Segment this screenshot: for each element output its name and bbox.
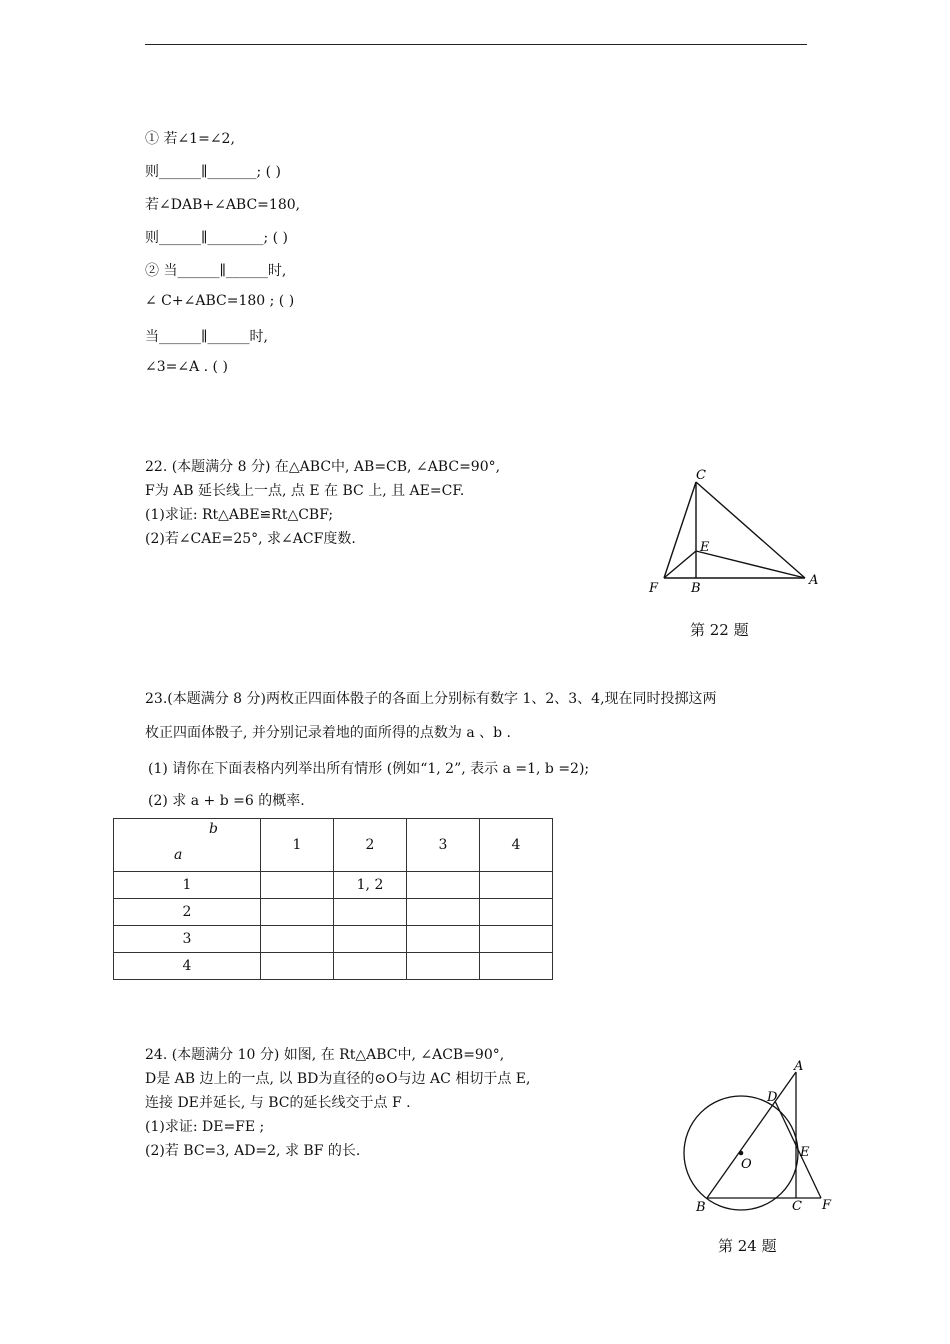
table-cell [480, 899, 553, 926]
q23-line: (2) 求 a + b =6 的概率. [148, 793, 305, 809]
table-cell [407, 953, 480, 980]
q21-line: 则______∥_______; ( ) [145, 164, 282, 180]
table-cell [407, 872, 480, 899]
q22-line: F为 AB 延长线上一点, 点 E 在 BC 上, 且 AE=CF. [145, 483, 465, 499]
q21-line: 当______∥______时, [145, 329, 268, 345]
label-a: A [794, 1059, 804, 1074]
q24-line: 连接 DE并延长, 与 BC的延长线交于点 F . [145, 1095, 411, 1111]
table-cell [261, 899, 334, 926]
label-c: C [696, 468, 706, 483]
label-b: B [691, 581, 701, 596]
q24-text [145, 1043, 530, 1163]
label-e: E [800, 1145, 810, 1160]
q24-caption: 第 24 题 [718, 1237, 777, 1255]
table-cell [334, 926, 407, 953]
label-d: D [767, 1090, 778, 1105]
q24-line: (2)若 BC=3, AD=2, 求 BF 的长. [145, 1143, 361, 1159]
table-cell [334, 953, 407, 980]
segment-df [775, 1101, 821, 1198]
segment-ba [707, 1072, 796, 1198]
dice-outcome-table [113, 818, 553, 980]
segment-ca [696, 482, 805, 578]
table-cell [480, 953, 553, 980]
table-cell: 1, 2 [334, 872, 407, 899]
label-e: E [700, 540, 710, 555]
q21-line: ∠ C+∠ABC=180 ; ( ) [145, 293, 295, 309]
q22-caption: 第 22 题 [690, 621, 749, 639]
table-cell [407, 899, 480, 926]
header-b: b [209, 821, 218, 837]
table-row [114, 926, 553, 953]
table-cell [480, 926, 553, 953]
q21-line: ② 当______∥______时, [145, 263, 287, 279]
q22-line: 22. (本题满分 8 分) 在△ABC中, AB=CB, ∠ABC=90°, [145, 459, 501, 475]
table-cell [334, 899, 407, 926]
column-header: 4 [480, 819, 553, 872]
label-f: F [649, 581, 659, 596]
q21-line: ① 若∠1=∠2, [145, 131, 235, 147]
label-c: C [792, 1199, 802, 1214]
column-header: 2 [334, 819, 407, 872]
label-o: O [741, 1157, 752, 1172]
header-a: a [174, 847, 183, 863]
row-label: 4 [114, 953, 261, 980]
column-header: 1 [261, 819, 334, 872]
row-label: 2 [114, 899, 261, 926]
q24-line: D是 AB 边上的一点, 以 BD为直径的⊙O与边 AC 相切于点 E, [145, 1071, 531, 1087]
q24-line: (1)求证: DE=FE ; [145, 1119, 265, 1135]
column-header: 3 [407, 819, 480, 872]
q22-line: (1)求证: Rt△ABE≌Rt△CBF; [145, 507, 334, 523]
q23-line: 23.(本题满分 8 分)两枚正四面体骰子的各面上分别标有数字 1、2、3、4,现在同时投掷这两 [145, 691, 717, 707]
q21-line: ∠3=∠A . ( ) [145, 359, 228, 375]
table-row [114, 899, 553, 926]
table-cell [261, 953, 334, 980]
q23-line: (1) 请你在下面表格内列举出所有情形 (例如“1, 2”, 表示 a =1, b =2); [148, 761, 590, 777]
q24-figure [675, 1055, 840, 1215]
label-f: F [822, 1198, 832, 1213]
q22-text [145, 455, 500, 551]
header-rule [145, 44, 807, 45]
label-b: B [696, 1200, 706, 1215]
label-a: A [809, 573, 819, 588]
q21-line: 若∠DAB+∠ABC=180, [145, 197, 301, 213]
table-cell [261, 926, 334, 953]
q22-figure [640, 465, 830, 600]
center-dot [739, 1151, 744, 1156]
row-label: 1 [114, 872, 261, 899]
table-corner-header [114, 819, 261, 872]
q23-line: 枚正四面体骰子, 并分别记录着地的面所得的点数为 a 、b . [145, 725, 512, 741]
table-row [114, 953, 553, 980]
row-label: 3 [114, 926, 261, 953]
table-cell [480, 872, 553, 899]
table-cell [261, 872, 334, 899]
q24-line: 24. (本题满分 10 分) 如图, 在 Rt△ABC中, ∠ACB=90°, [145, 1047, 505, 1063]
q22-line: (2)若∠CAE=25°, 求∠ACF度数. [145, 531, 356, 547]
table-row [114, 872, 553, 899]
table-cell [407, 926, 480, 953]
q21-line: 则______∥________; ( ) [145, 230, 289, 246]
